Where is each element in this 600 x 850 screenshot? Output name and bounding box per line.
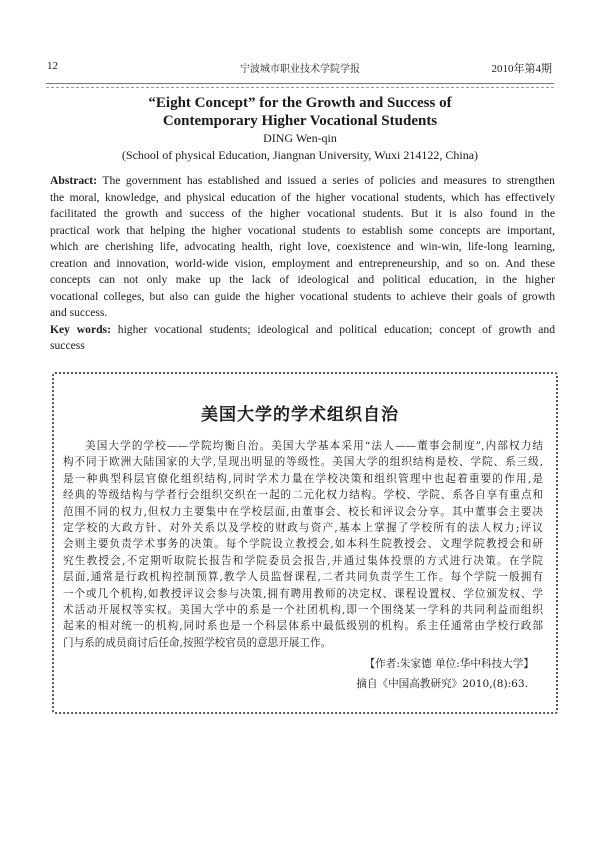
sidebar-box-line: 层面,通常是行政机构控制预算,教学人员监督课程,二者共同负责学生工作。每个学院一般拥有 bbox=[63, 571, 543, 584]
sidebar-box-line: 究生教授会,不定期听取院长报告和学院委员会报告,并通过集体投票的方式进行决策。在学院 bbox=[63, 554, 543, 567]
abstract-line bbox=[50, 306, 555, 320]
sidebar-box-line: 经典的等级结构与学者行会组织交织在一起的二元化权力结构。学校、学院、系各自享有重点和 bbox=[63, 489, 543, 502]
journal-name: 宁波城市职业技术学院学报 bbox=[240, 64, 360, 75]
abstract-text: and success. bbox=[50, 306, 108, 319]
keywords-text: higher vocational students; ideological and political education; concept of growth and bbox=[117, 322, 555, 336]
sidebar-author-line: 【作者:朱家德 单位:华中科技大学】 bbox=[364, 658, 534, 670]
article-affiliation: (School of physical Education, Jiangnan University, Wuxi 214122, China) bbox=[121, 148, 479, 162]
sidebar-box-line: 术活动开展权等实权。美国大学中的系是一个社团机构,即一个围绕某一学科的共同利益而组织 bbox=[63, 604, 543, 616]
abstract-text: creation and innovation, world-wide vision, employment and entrepreneurship, and so on. And these bbox=[50, 256, 555, 270]
abstract-text: which are cherishing life, advocating health, right love, coexistence and win-win, life-long learning, bbox=[50, 240, 555, 253]
sidebar-box-line: 门与系的成员商讨后任命,按照学校官员的意思开展工作。 bbox=[63, 636, 332, 649]
abstract-text: the moral, knowledge, and physical education of the higher vocational students, which has effectively bbox=[50, 190, 555, 204]
abstract-line bbox=[50, 273, 555, 287]
abstract-line bbox=[50, 174, 555, 188]
keywords-label: Key words: bbox=[50, 322, 111, 336]
article-title-line-2: Contemporary Higher Vocational Students bbox=[162, 113, 438, 129]
sidebar-box-line: 起来的相对统一的机构,同时系也是一个科层体系中最低级别的机构。系主任通常由学校行政部 bbox=[63, 620, 543, 633]
header-rule bbox=[46, 83, 554, 88]
abstract-text: concepts can not only make up the lack of ideological and political education, in the higher bbox=[50, 273, 555, 286]
sidebar-box-line: 美国大学的学校——学院均衡自治。美国大学基本采用“法人——董事会制度”,内部权力结 bbox=[85, 440, 543, 452]
keywords-line bbox=[50, 323, 555, 337]
sidebar-box-line: 会则主要负责学术事务的决策。每个学院设立教授会,如本科生院教授会、文理学院教授会和研 bbox=[63, 538, 543, 551]
abstract-text: vocational colleges, but also can guide the higher vocational students to achieve their goals of growth bbox=[50, 289, 555, 303]
keywords-line bbox=[50, 339, 555, 353]
sidebar-source-line: 摘自《中国高教研究》2010,(8):63. bbox=[356, 678, 528, 690]
article-author: DING Wen-qin bbox=[263, 131, 337, 145]
abstract-line bbox=[50, 257, 555, 271]
sidebar-box-line: 定学校的大政方针、对外关系以及学校的财政与资产,基本上掌握了学校所有的法人权力;评议 bbox=[63, 522, 543, 534]
sidebar-box-line: 是一种典型科层官僚化组织结构,同时学术力量在学校决策和组织管理中也起着重要的作用,是 bbox=[63, 472, 543, 485]
sidebar-box-line: 构不同于欧洲大陆国家的大学,呈现出明显的等级性。美国大学的组织结构是校、学院、系三级, bbox=[63, 456, 543, 469]
article-title-line-1: “Eight Concept” for the Growth and Success of bbox=[148, 95, 452, 111]
abstract-line bbox=[50, 240, 555, 254]
abstract-line bbox=[50, 191, 555, 205]
sidebar-box-line: 范围不同的权力,但权力主要集中在学校层面,由董事会、校长和评议会分享。其中董事会主要决 bbox=[63, 505, 543, 518]
sidebar-box-line: 一个或几个机构,如教授评议会参与决策,拥有聘用教师的决定权、课程设置权、学位颁发权、学 bbox=[63, 587, 543, 600]
abstract-text: practical work that helping the higher vocational students to establish some concepts are important, bbox=[50, 223, 555, 237]
issue-label: 2010年第4期 bbox=[491, 63, 552, 75]
sidebar-box-title: 美国大学的学术组织自治 bbox=[201, 405, 399, 425]
abstract-line bbox=[50, 290, 555, 304]
keywords-text: success bbox=[50, 339, 85, 352]
abstract-text: The government has established and issued a series of policies and measures to strengthen bbox=[102, 174, 555, 187]
abstract-text: facilitated the growth and success of the higher vocational students. But it is also found in the bbox=[50, 207, 555, 220]
abstract-line bbox=[50, 224, 555, 238]
abstract-label: Abstract: bbox=[50, 174, 98, 187]
page-number: 12 bbox=[47, 60, 58, 72]
abstract-line bbox=[50, 207, 555, 221]
